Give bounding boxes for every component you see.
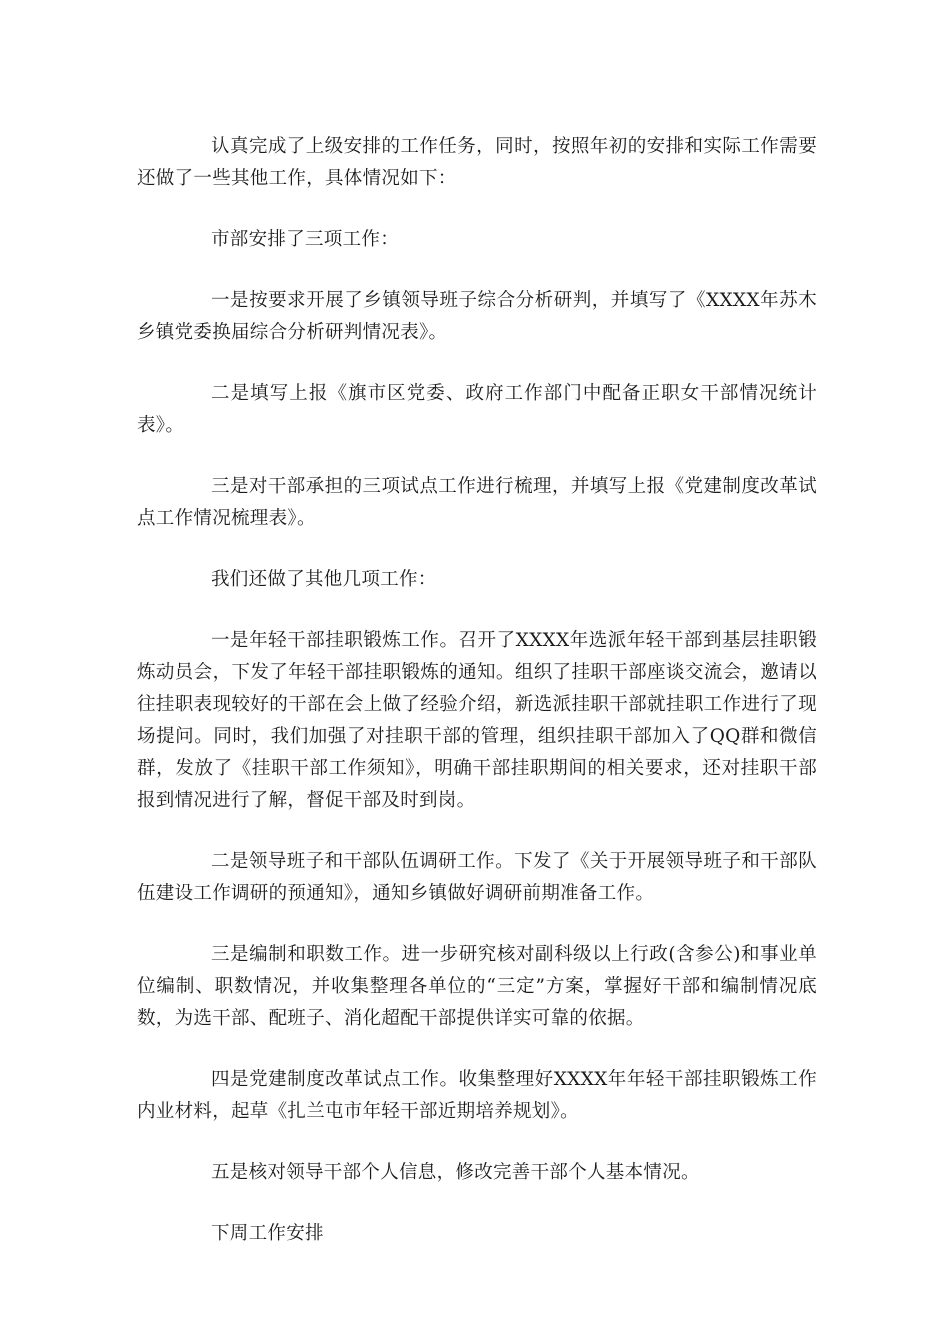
paragraph-other-work-4: 四是党建制度改革试点工作。收集整理好XXXX年年轻干部挂职锻炼工作内业材料，起草《扎兰屯市年轻干部近期培养规划》。 [137,1069,817,1122]
paragraph-other-work-3: 三是编制和职数工作。进一步研究核对副科级以上行政(含参公)和事业单位编制、职数情况，并收集整理各单位的“三定”方案，掌握好干部和编制情况底数，为选干部、配班子、消化超配干部提供详实可靠的依据。 [137,944,817,1029]
paragraph-other-work-5: 五是核对领导干部个人信息，修改完善干部个人基本情况。 [211,1162,700,1183]
paragraph-city-task-2: 二是填写上报《旗市区党委、政府工作部门中配备正职女干部情况统计表》。 [137,383,817,436]
paragraph-city-tasks-heading: 市部安排了三项工作： [211,229,400,250]
paragraph-other-work-2: 二是领导班子和干部队伍调研工作。下发了《关于开展领导班子和干部队伍建设工作调研的预通知》，通知乡镇做好调研前期准备工作。 [137,851,817,904]
paragraph-other-work-1: 一是年轻干部挂职锻炼工作。召开了XXXX年选派年轻干部到基层挂职锻炼动员会，下发了年轻干部挂职锻炼的通知。组织了挂职干部座谈交流会，邀请以往挂职表现较好的干部在会上做了经验介绍，新选派挂职干部就挂职工作进行了现场提问。同时，我们加强了对挂职干部的管理，组织挂职干部加入了QQ群和微信群，发放了《挂职干部工作须知》，明确干部挂职期间的相关要求，还对挂职干部报到情况进行了解，督促干部及时到岗。 [137,630,817,811]
paragraph-other-work-heading: 我们还做了其他几项工作： [211,569,437,590]
paragraph-city-task-1: 一是按要求开展了乡镇领导班子综合分析研判，并填写了《XXXX年苏木乡镇党委换届综合分析研判情况表》。 [137,290,817,343]
paragraph-city-task-3: 三是对干部承担的三项试点工作进行梳理，并填写上报《党建制度改革试点工作情况梳理表》。 [137,476,817,529]
document-body [137,131,817,1279]
paragraph-next-week-heading: 下周工作安排 [211,1223,324,1244]
paragraph-intro: 认真完成了上级安排的工作任务，同时，按照年初的安排和实际工作需要还做了一些其他工作，具体情况如下： [137,136,817,189]
